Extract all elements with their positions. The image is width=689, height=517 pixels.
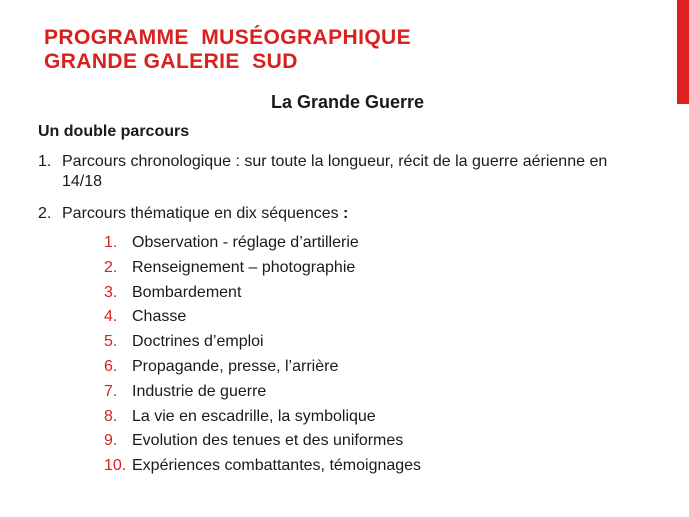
list-text: Parcours chronologique : sur toute la longueur, récit de la guerre aérienne en 14/18: [62, 153, 608, 190]
title-line-2: GRANDE GALERIE SUD: [44, 50, 298, 73]
sequence-text: Observation - réglage d’artillerie: [132, 234, 359, 251]
list-number: 1.: [38, 153, 52, 170]
slide-subtitle: La Grande Guerre: [270, 92, 425, 112]
sequence-item: [104, 357, 421, 382]
title-line-1: PROGRAMME MUSÉOGRAPHIQUE: [44, 26, 412, 49]
accent-bar: [677, 0, 689, 104]
section-heading: Un double parcours: [38, 123, 190, 140]
list-number: 2.: [38, 205, 52, 222]
sequence-number: 2.: [104, 258, 118, 276]
sequence-number: 4.: [104, 308, 118, 326]
sequence-item: [104, 233, 421, 258]
sequence-text: Bombardement: [132, 283, 242, 301]
sequence-item: [104, 456, 421, 481]
sequence-item: [104, 382, 421, 407]
sequence-number: 6.: [104, 357, 118, 375]
sequence-text: Renseignement – photographie: [132, 258, 356, 276]
sequence-text: Chasse: [132, 308, 187, 326]
main-list: [38, 152, 638, 234]
sequence-list: [104, 233, 421, 481]
list-text: Parcours thématique en dix séquences: [62, 205, 339, 222]
sequence-number: 1.: [104, 234, 118, 251]
sequence-text: Industrie de guerre: [132, 382, 267, 400]
slide-title: [44, 26, 411, 74]
sequence-number: 3.: [104, 283, 118, 301]
sequence-text: Expériences combattantes, témoignages: [132, 457, 422, 475]
sequence-number: 7.: [104, 382, 118, 400]
sequence-item: [104, 332, 421, 357]
sequence-number: 10.: [104, 457, 127, 475]
sequence-item: [104, 307, 421, 332]
list-text-suffix: :: [338, 205, 349, 222]
sequence-text: Evolution des tenues et des uniformes: [132, 432, 404, 450]
sequence-text: La vie en escadrille, la symbolique: [132, 407, 376, 425]
main-list-item: [38, 204, 638, 234]
sequence-text: Doctrines d’emploi: [132, 333, 264, 351]
main-list-item: [38, 152, 638, 204]
sequence-item: [104, 283, 421, 308]
sequence-item: [104, 431, 421, 456]
sequence-item: [104, 258, 421, 283]
sequence-number: 5.: [104, 333, 118, 351]
sequence-item: [104, 407, 421, 432]
sequence-text: Propagande, presse, l’arrière: [132, 357, 339, 375]
sequence-number: 8.: [104, 407, 118, 425]
sequence-number: 9.: [104, 432, 118, 450]
